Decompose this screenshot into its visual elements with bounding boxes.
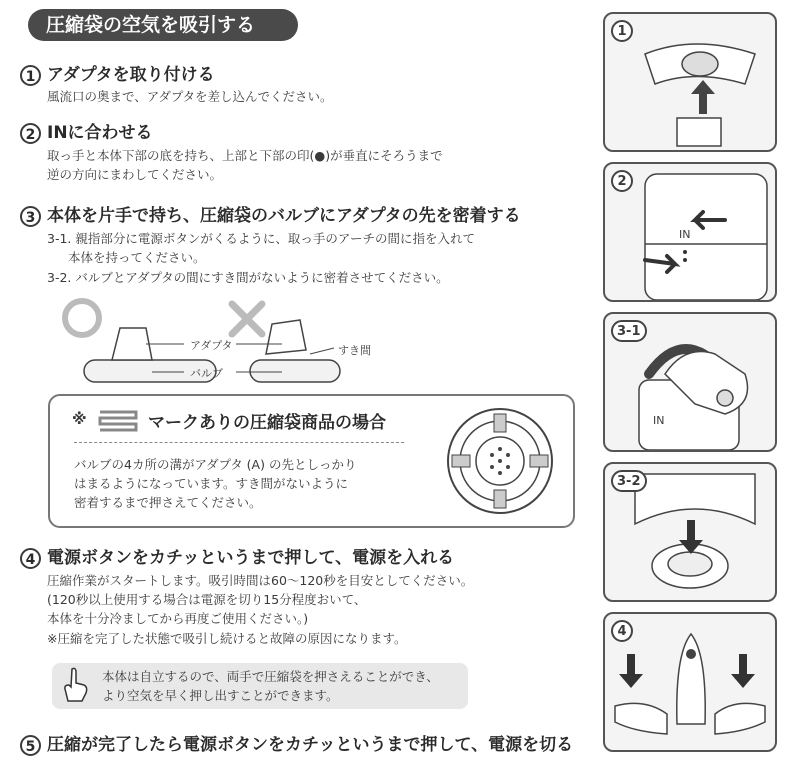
panel-2-badge: 2: [611, 170, 633, 192]
mark-box-divider: [74, 442, 404, 443]
step-2-title: INに合わせる: [47, 123, 153, 143]
mark-box-text-2: はまるようになっています。すき間がないように: [74, 476, 349, 491]
step-2-number: 2: [20, 123, 41, 144]
step-3-number: 3: [20, 206, 41, 227]
mark-box-text-1: バルブの4カ所の溝がアダプタ (A) の先としっかり: [74, 457, 357, 472]
valve-label: バルブ: [190, 367, 223, 380]
step-1-text: 風流口の奥まで、アダプタを差し込んでください。: [47, 89, 333, 104]
step-4-text-3: 本体を十分冷ましてから再度ご使用ください。): [47, 611, 309, 626]
panel-3-2-badge: 3-2: [611, 470, 647, 492]
step-2-text-2: 逆の方向にまわしてください。: [47, 167, 223, 182]
illustration-panel-3-2: [603, 462, 777, 602]
step-4-title: 電源ボタンをカチッというまで押して、電源を入れる: [47, 548, 455, 568]
tip-text-1: 本体は自立するので、両手で圧縮袋を押さえることができ、: [102, 669, 439, 684]
panel-3-1-in-label: IN: [653, 414, 665, 427]
step-3-1-text-cont: 本体を持ってください。: [68, 250, 206, 265]
step-2-heading: [20, 118, 153, 144]
step-2-text-1: 取っ手と本体下部の底を持ち、上部と下部の印(●)が垂直にそろうまで: [47, 148, 443, 163]
step-5-title: 圧縮が完了したら電源ボタンをカチッというまで押して、電源を切る: [47, 735, 574, 755]
step-5-heading: [20, 730, 573, 756]
panel-3-1-badge: 3-1: [611, 320, 647, 342]
adapter-label: アダプタ: [190, 339, 233, 352]
incorrect-fit-illustration: [250, 320, 340, 382]
gap-label: すき間: [338, 344, 371, 357]
step-1-title: アダプタを取り付ける: [47, 65, 215, 85]
illustration-panel-1: [603, 12, 777, 152]
step-5-number: 5: [20, 735, 41, 756]
mark-box-title: マークありの圧縮袋商品の場合: [148, 413, 386, 433]
section-title: 圧縮袋の空気を吸引する: [28, 9, 298, 41]
mark-prefix: ※: [72, 410, 87, 428]
panel-4-badge: 4: [611, 620, 633, 642]
step-4-number: 4: [20, 548, 41, 569]
step-4-heading: [20, 543, 454, 569]
step-3-heading: [20, 201, 521, 227]
step-4-text-1: 圧縮作業がスタートします。吸引時間は60～120秒を目安としてください。: [47, 573, 474, 588]
incorrect-mark-icon: [232, 304, 262, 334]
step-3-1-text: 3-1. 親指部分に電源ボタンがくるように、取っ手のアーチの間に指を入れて: [47, 231, 475, 246]
step-4-warning: ※圧縮を完了した状態で吸引し続けると故障の原因になります。: [47, 631, 407, 646]
step-4-text-2: (120秒以上使用する場合は電源を切り15分程度おいて、: [47, 592, 367, 607]
step-3-title: 本体を片手で持ち、圧縮袋のバルブにアダプタの先を密着する: [47, 206, 521, 226]
mark-box-text-3: 密着するまで押さえてください。: [74, 495, 262, 510]
pointing-hand-icon: [60, 665, 90, 705]
tip-text-2: より空気を早く押し出すことができます。: [102, 688, 339, 703]
step-1-heading: [20, 60, 215, 86]
illustration-panel-2: [603, 162, 777, 302]
valve-top-illustration: [438, 400, 562, 522]
illustration-panel-4: [603, 612, 777, 752]
mark-symbol-icon: [94, 406, 142, 436]
step-1-number: 1: [20, 65, 41, 86]
step-3-2-text: 3-2. バルブとアダプタの間にすき間がないように密着させてください。: [47, 270, 449, 285]
correct-mark-icon: [65, 301, 99, 335]
illustration-panel-3-1: [603, 312, 777, 452]
panel-1-badge: 1: [611, 20, 633, 42]
panel-2-in-label: IN: [679, 228, 691, 241]
